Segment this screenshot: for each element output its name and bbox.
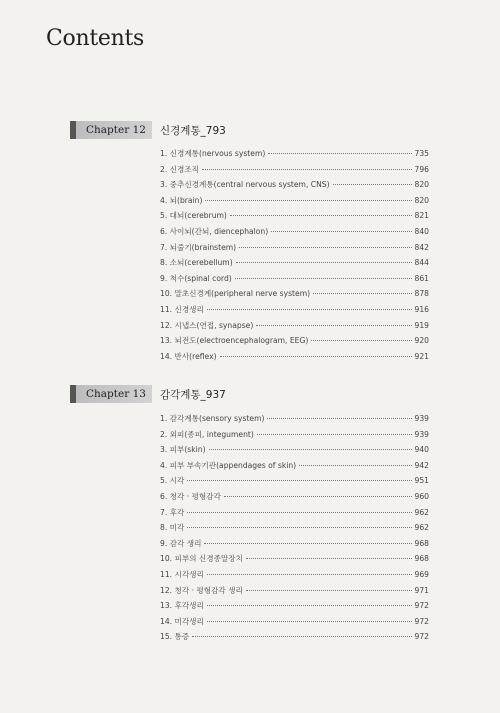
toc-entry-title: 6. 사이뇌(간뇌, diencephalon): [160, 226, 269, 236]
toc-entry-page: 942: [414, 460, 429, 470]
toc-entry-page: 939: [414, 429, 429, 439]
toc-entry-title: 9. 감각 생리: [160, 538, 202, 548]
toc-entry-page: 842: [414, 242, 429, 252]
toc-entry-title: 14. 미각생리: [160, 616, 204, 626]
toc-entry-title: 2. 외피(종피, integument): [160, 429, 254, 439]
toc-entry-title: 10. 말초신경계(peripheral nerve system): [160, 289, 311, 299]
chapter-13-label: Chapter 13: [86, 388, 146, 400]
toc-entry-page: 969: [414, 569, 429, 579]
toc-entry: [160, 489, 429, 505]
toc-leader-dots: [257, 434, 412, 435]
toc-leader-dots: [236, 262, 412, 263]
toc-entry-title: 11. 시각생리: [160, 569, 204, 579]
toc-leader-dots: [207, 309, 412, 310]
toc-entry-page: 916: [414, 304, 429, 314]
toc-entry: [160, 536, 429, 552]
toc-entry-page: 962: [414, 523, 429, 533]
toc-entry: [160, 473, 429, 489]
toc-entry: [160, 255, 429, 271]
toc-entry-page: 940: [414, 445, 429, 455]
toc-leader-dots: [207, 605, 412, 606]
chapter-12-name: 신경계통_793: [159, 124, 226, 137]
toc-entry-title: 3. 중추신경계통(central nervous system, CNS): [160, 180, 330, 190]
toc-leader-dots: [246, 558, 412, 559]
toc-leader-dots: [187, 527, 411, 528]
toc-entry: [160, 583, 429, 599]
toc-entry: [160, 224, 429, 240]
page-title: Contents: [46, 26, 145, 51]
chapter-12-header: [70, 121, 226, 139]
toc-entry: [160, 302, 429, 318]
toc-entry-title: 2. 신경조직: [160, 164, 200, 174]
chapter-13-toc: [160, 411, 429, 645]
toc-entry-title: 7. 뇌줄기(brainstem): [160, 242, 237, 252]
toc-entry-title: 10. 피부의 신경종말장치: [160, 554, 243, 564]
chapter-13-label-bar: [70, 385, 152, 403]
toc-leader-dots: [204, 543, 411, 544]
toc-entry-title: 3. 피부(skin): [160, 445, 206, 455]
toc-leader-dots: [299, 465, 411, 466]
toc-entry: [160, 177, 429, 193]
toc-entry-page: 920: [414, 336, 429, 346]
chapter-12-label: Chapter 12: [86, 124, 146, 136]
toc-entry: [160, 629, 429, 645]
toc-leader-dots: [220, 356, 412, 357]
toc-leader-dots: [268, 153, 411, 154]
chapter-12-label-bar: [70, 121, 152, 139]
toc-entry-page: 820: [414, 180, 429, 190]
toc-entry-title: 8. 소뇌(cerebellum): [160, 258, 233, 268]
toc-entry-page: 820: [414, 195, 429, 205]
chapter-12-toc: [160, 146, 429, 364]
toc-entry-title: 1. 신경계통(nervous system): [160, 149, 266, 158]
toc-entry: [160, 146, 429, 162]
toc-entry-page: 878: [414, 289, 429, 299]
toc-entry-page: 962: [414, 507, 429, 517]
toc-leader-dots: [311, 340, 411, 341]
toc-entry: [160, 520, 429, 536]
toc-entry-title: 14. 반사(reflex): [160, 351, 217, 361]
toc-leader-dots: [187, 480, 411, 481]
toc-entry-page: 735: [414, 149, 429, 158]
toc-entry-page: 972: [414, 632, 429, 642]
toc-entry: [160, 271, 429, 287]
toc-entry-title: 6. 청각 · 평형감각: [160, 491, 221, 501]
toc-leader-dots: [239, 247, 411, 248]
toc-leader-dots: [207, 621, 412, 622]
toc-entry-page: 919: [414, 320, 429, 330]
toc-entry: [160, 442, 429, 458]
toc-entry-title: 7. 후각: [160, 507, 185, 517]
toc-entry-title: 9. 척수(spinal cord): [160, 273, 232, 283]
toc-entry-title: 15. 통증: [160, 632, 190, 642]
toc-entry-title: 4. 뇌(brain): [160, 195, 203, 205]
toc-entry-title: 12. 청각 · 평형감각 생리: [160, 585, 243, 595]
toc-entry-title: 5. 시각: [160, 476, 185, 486]
toc-entry: [160, 286, 429, 302]
chapter-13-name: 감각계통_937: [159, 388, 226, 401]
toc-entry-page: 840: [414, 226, 429, 236]
toc-leader-dots: [313, 293, 411, 294]
toc-leader-dots: [187, 512, 411, 513]
toc-leader-dots: [207, 574, 412, 575]
toc-leader-dots: [202, 169, 411, 170]
toc-entry-title: 12. 시냅스(연접, synapse): [160, 320, 254, 330]
toc-entry: [160, 240, 429, 256]
toc-entry: [160, 598, 429, 614]
toc-entry-title: 8. 미각: [160, 523, 185, 533]
toc-entry: [160, 458, 429, 474]
toc-leader-dots: [333, 184, 412, 185]
toc-entry: [160, 411, 429, 427]
toc-entry-page: 939: [414, 414, 429, 423]
toc-entry-title: 5. 대뇌(cerebrum): [160, 211, 227, 221]
toc-leader-dots: [209, 449, 412, 450]
toc-leader-dots: [256, 325, 411, 326]
toc-entry: [160, 567, 429, 583]
toc-entry-title: 1. 감각계통(sensory system): [160, 414, 265, 423]
toc-entry: [160, 208, 429, 224]
toc-entry-title: 4. 피부 부속기관(appendages of skin): [160, 460, 297, 470]
toc-entry: [160, 318, 429, 334]
toc-leader-dots: [192, 636, 411, 637]
toc-entry-title: 11. 신경생리: [160, 304, 204, 314]
toc-leader-dots: [230, 215, 412, 216]
toc-entry-page: 972: [414, 601, 429, 611]
toc-entry-page: 972: [414, 616, 429, 626]
toc-entry: [160, 333, 429, 349]
toc-entry-page: 921: [414, 351, 429, 361]
toc-entry-page: 821: [414, 211, 429, 221]
chapter-13-header: [70, 385, 226, 403]
toc-entry-title: 13. 후각생리: [160, 601, 204, 611]
toc-leader-dots: [267, 418, 411, 419]
toc-entry-page: 796: [414, 164, 429, 174]
toc-entry: [160, 162, 429, 178]
toc-entry: [160, 427, 429, 443]
toc-entry-page: 968: [414, 538, 429, 548]
toc-leader-dots: [271, 231, 411, 232]
toc-entry: [160, 551, 429, 567]
toc-leader-dots: [246, 590, 412, 591]
toc-leader-dots: [224, 496, 412, 497]
toc-leader-dots: [205, 200, 411, 201]
toc-entry: [160, 349, 429, 365]
toc-leader-dots: [235, 278, 412, 279]
toc-entry-title: 13. 뇌전도(electroencephalogram, EEG): [160, 336, 309, 346]
toc-entry-page: 951: [414, 476, 429, 486]
toc-entry: [160, 193, 429, 209]
toc-entry-page: 968: [414, 554, 429, 564]
toc-entry-page: 960: [414, 491, 429, 501]
toc-entry: [160, 505, 429, 521]
toc-entry-page: 844: [414, 258, 429, 268]
toc-entry-page: 861: [414, 273, 429, 283]
toc-entry-page: 971: [414, 585, 429, 595]
toc-entry: [160, 614, 429, 630]
